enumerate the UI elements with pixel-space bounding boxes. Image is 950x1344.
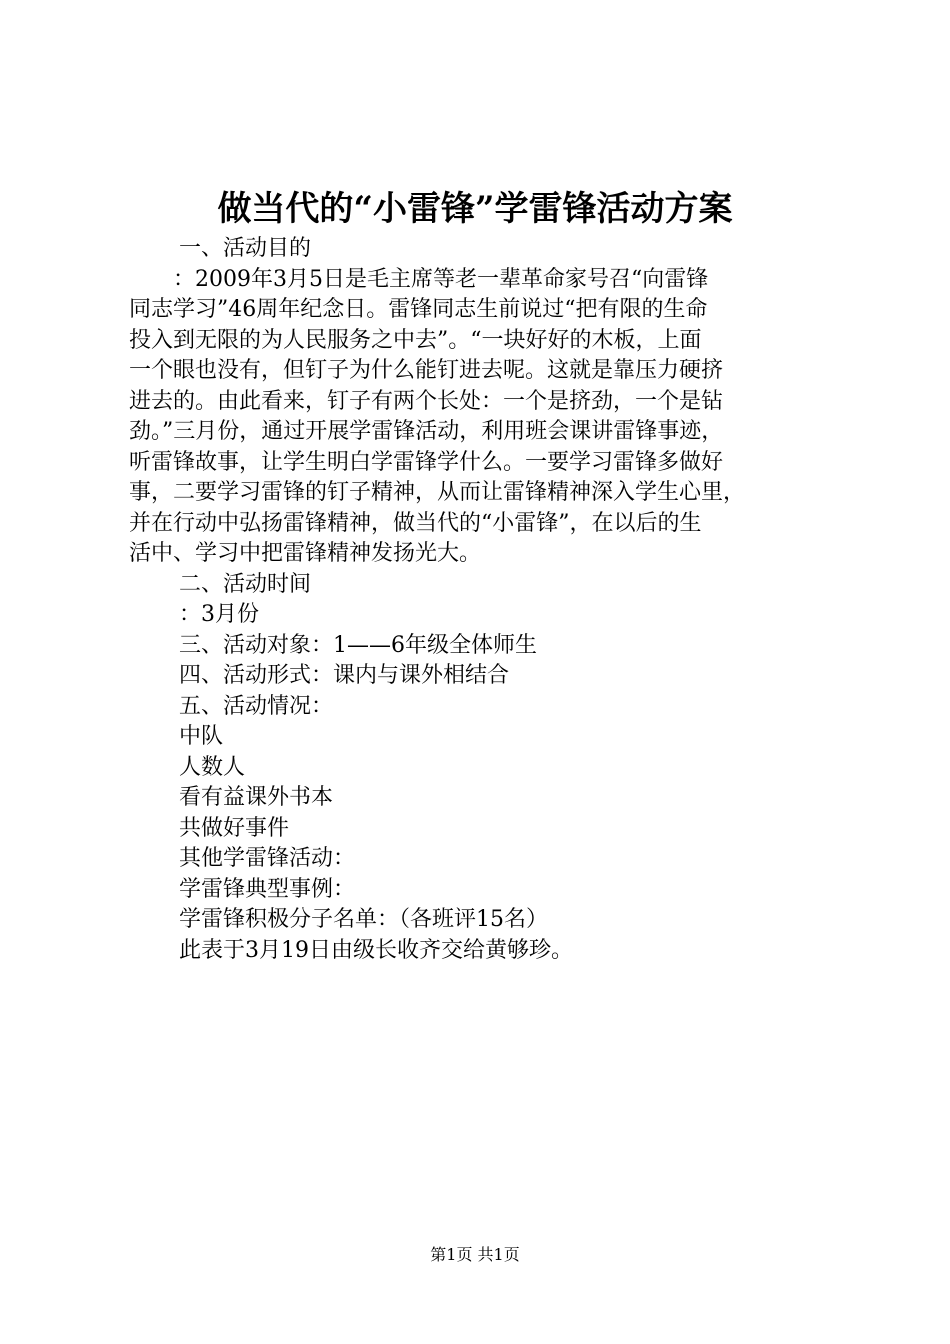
section-heading-purpose: 一、活动目的 xyxy=(179,236,312,261)
purpose-line: 投入到无限的为人民服务之中去”。“一块好好的木板，上面 xyxy=(129,327,702,353)
section-heading-status: 五、活动情况： xyxy=(179,693,334,719)
purpose-line: 事，二要学习雷锋的钉子精神，从而让雷锋精神深入学生心里， xyxy=(129,480,746,505)
purpose-line: 听雷锋故事，让学生明白学雷锋学什么。一要学习雷锋多做好 xyxy=(129,449,724,475)
time-value: ：3月份 xyxy=(179,602,259,627)
status-item: 此表于3月19日由级长收齐交给黄够珍。 xyxy=(179,937,573,963)
status-item: 学雷锋典型事例： xyxy=(179,876,356,902)
document-title: 做当代的“小雷锋”学雷锋活动方案 xyxy=(217,189,733,229)
purpose-line: ：2009年3月5日是毛主席等老一辈革命家号召“向雷锋 xyxy=(173,266,709,292)
purpose-line: 并在行动中弘扬雷锋精神，做当代的“小雷锋”，在以后的生 xyxy=(129,510,702,536)
status-item: 共做好事件 xyxy=(179,815,290,841)
status-item: 中队 xyxy=(179,724,224,749)
purpose-line: 劲。”三月份，通过开展学雷锋活动，利用班会课讲雷锋事迹， xyxy=(129,419,724,444)
status-item: 看有益课外书本 xyxy=(179,785,334,810)
page-footer: 第1页 共1页 xyxy=(430,1245,520,1264)
status-item: 学雷锋积极分子名单：（各班评15名） xyxy=(179,907,548,932)
document-body xyxy=(129,234,831,966)
status-item: 其他学雷锋活动： xyxy=(179,846,356,871)
purpose-line: 一个眼也没有，但钉子为什么能钉进去呢。这就是靠压力硬挤 xyxy=(129,358,724,383)
section-form: 四、活动形式：课内与课外相结合 xyxy=(179,663,510,688)
section-target: 三、活动对象：1——6年级全体师生 xyxy=(179,632,537,658)
status-item: 人数人 xyxy=(179,754,246,780)
purpose-line: 进去的。由此看来，钉子有两个长处：一个是挤劲，一个是钻 xyxy=(129,388,724,414)
section-heading-time: 二、活动时间 xyxy=(179,571,312,597)
purpose-line: 活中、学习中把雷锋精神发扬光大。 xyxy=(129,541,482,566)
purpose-line: 同志学习”46周年纪念日。雷锋同志生前说过“把有限的生命 xyxy=(129,297,708,322)
